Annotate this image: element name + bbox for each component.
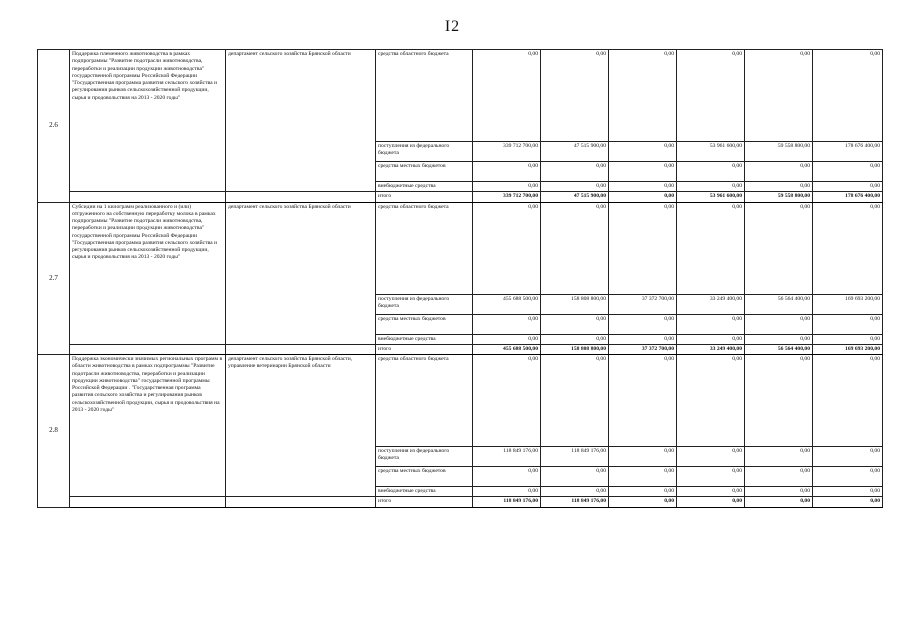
amount-cell: 0,00: [609, 202, 677, 294]
amount-cell: 0,00: [677, 182, 745, 192]
amount-cell: 0,00: [677, 50, 745, 142]
amount-cell: 0,00: [609, 182, 677, 192]
table-body: [38, 50, 883, 508]
amount-cell: 0,00: [473, 314, 541, 334]
amount-cell: 0,00: [745, 50, 813, 142]
amount-cell: 59 558 800,00: [745, 142, 813, 162]
amount-cell: 37 372 700,00: [609, 344, 677, 354]
amount-cell: 56 564 400,00: [745, 294, 813, 314]
table-row-total: [38, 192, 883, 202]
amount-cell: 0,00: [745, 497, 813, 507]
funding-source: средства местных бюджетов: [376, 467, 473, 487]
amount-cell: 0,00: [473, 182, 541, 192]
amount-cell: 0,00: [609, 355, 677, 447]
amount-cell: 0,00: [541, 314, 609, 334]
amount-cell: 0,00: [677, 487, 745, 497]
executor: департамент сельского хозяйства Брянской области, управление ветеринарии Брянской области: [226, 355, 376, 497]
empty-cell: [226, 497, 376, 507]
amount-cell: 0,00: [813, 487, 883, 497]
amount-cell: 0,00: [541, 202, 609, 294]
amount-cell: 0,00: [813, 447, 883, 467]
amount-cell: 455 688 500,00: [473, 294, 541, 314]
amount-cell: 0,00: [473, 487, 541, 497]
amount-cell: 0,00: [745, 467, 813, 487]
budget-table: [37, 49, 883, 508]
amount-cell: 33 249 400,00: [677, 344, 745, 354]
empty-cell: [226, 192, 376, 202]
amount-cell: 0,00: [677, 497, 745, 507]
amount-cell: 0,00: [745, 487, 813, 497]
page-number: I2: [444, 18, 461, 35]
amount-cell: 0,00: [677, 314, 745, 334]
amount-cell: 158 808 800,00: [541, 344, 609, 354]
amount-cell: 0,00: [745, 182, 813, 192]
funding-source: итого: [376, 192, 473, 202]
empty-cell: [70, 192, 226, 202]
amount-cell: 56 564 400,00: [745, 344, 813, 354]
amount-cell: 0,00: [609, 162, 677, 182]
amount-cell: 118 849 176,00: [473, 447, 541, 467]
amount-cell: 0,00: [609, 447, 677, 467]
amount-cell: 0,00: [813, 467, 883, 487]
amount-cell: 0,00: [609, 50, 677, 142]
item-number: 2.7: [38, 202, 70, 355]
funding-source: средства областного бюджета: [376, 355, 473, 447]
amount-cell: 0,00: [677, 162, 745, 182]
amount-cell: 0,00: [677, 467, 745, 487]
amount-cell: 0,00: [813, 334, 883, 344]
amount-cell: 118 849 176,00: [541, 447, 609, 467]
empty-cell: [70, 497, 226, 507]
amount-cell: 0,00: [745, 314, 813, 334]
measure-description: Поддержка экономически значимых региональных программ в области животноводства в рамках подпрограммы "Развитие подотрасли животноводства, переработки и реализации продукции животноводства" государственной программы Российской Федерации . "Государственная программа развития сельского хозяйства и регулирования рынков сельскохозяйственной продукции, сырья и продовольствия на 2013 - 2020 годы": [70, 355, 226, 497]
amount-cell: 0,00: [609, 334, 677, 344]
amount-cell: 0,00: [609, 314, 677, 334]
amount-cell: 0,00: [813, 162, 883, 182]
table-row: [38, 202, 883, 294]
amount-cell: 0,00: [609, 192, 677, 202]
amount-cell: 118 849 176,00: [541, 497, 609, 507]
amount-cell: 0,00: [677, 202, 745, 294]
amount-cell: 339 712 700,00: [473, 192, 541, 202]
amount-cell: 0,00: [609, 142, 677, 162]
amount-cell: 0,00: [541, 50, 609, 142]
amount-cell: 0,00: [473, 355, 541, 447]
measure-description: Субсидии на 1 килограмм реализованного и (или) отгруженного на собственную переработку молока в рамках подпрограммы "Развитие подотрасли животноводства, переработки и реализации продукции животноводства" государственной программы Российской Федерации "Государственная программа развития сельского хозяйства и регулирования рынков сельскохозяйственной продукции, сырья и продовольствия на 2013 - 2020 годы": [70, 202, 226, 344]
amount-cell: 0,00: [813, 497, 883, 507]
funding-source: внебюджетные средства: [376, 487, 473, 497]
amount-cell: 0,00: [677, 355, 745, 447]
amount-cell: 0,00: [813, 355, 883, 447]
funding-source: поступления из федерального бюджета: [376, 142, 473, 162]
table-row: [38, 50, 883, 142]
amount-cell: 0,00: [541, 467, 609, 487]
amount-cell: 0,00: [473, 50, 541, 142]
funding-source: поступления из федерального бюджета: [376, 447, 473, 467]
amount-cell: 0,00: [609, 497, 677, 507]
amount-cell: 0,00: [813, 314, 883, 334]
table-row-total: [38, 497, 883, 507]
amount-cell: 158 808 800,00: [541, 294, 609, 314]
amount-cell: 0,00: [745, 202, 813, 294]
amount-cell: 59 558 800,00: [745, 192, 813, 202]
amount-cell: 0,00: [813, 182, 883, 192]
amount-cell: 0,00: [541, 355, 609, 447]
funding-source: итого: [376, 497, 473, 507]
amount-cell: 169 693 200,00: [813, 294, 883, 314]
amount-cell: 455 688 500,00: [473, 344, 541, 354]
amount-cell: 0,00: [473, 334, 541, 344]
funding-source: поступления из федерального бюджета: [376, 294, 473, 314]
amount-cell: 47 515 900,00: [541, 192, 609, 202]
amount-cell: 0,00: [813, 50, 883, 142]
item-number: 2.8: [38, 355, 70, 508]
funding-source: средства местных бюджетов: [376, 162, 473, 182]
amount-cell: 37 372 700,00: [609, 294, 677, 314]
amount-cell: 339 712 700,00: [473, 142, 541, 162]
amount-cell: 33 249 400,00: [677, 294, 745, 314]
table-row-total: [38, 344, 883, 354]
amount-cell: 178 676 400,00: [813, 192, 883, 202]
amount-cell: 0,00: [745, 447, 813, 467]
amount-cell: 118 849 176,00: [473, 497, 541, 507]
funding-source: средства областного бюджета: [376, 202, 473, 294]
item-number: 2.6: [38, 50, 70, 203]
amount-cell: 0,00: [813, 202, 883, 294]
amount-cell: 53 961 600,00: [677, 142, 745, 162]
amount-cell: 0,00: [541, 334, 609, 344]
executor: департамент сельского хозяйства Брянской области: [226, 50, 376, 192]
amount-cell: 53 961 600,00: [677, 192, 745, 202]
amount-cell: 0,00: [541, 162, 609, 182]
amount-cell: 0,00: [745, 355, 813, 447]
amount-cell: 178 676 400,00: [813, 142, 883, 162]
funding-source: внебюджетные средства: [376, 334, 473, 344]
amount-cell: 0,00: [677, 334, 745, 344]
amount-cell: 0,00: [541, 487, 609, 497]
amount-cell: 47 515 900,00: [541, 142, 609, 162]
funding-source: итого: [376, 344, 473, 354]
executor: департамент сельского хозяйства Брянской области: [226, 202, 376, 344]
table-row: [38, 355, 883, 447]
amount-cell: 0,00: [609, 467, 677, 487]
empty-cell: [226, 344, 376, 354]
amount-cell: 0,00: [609, 487, 677, 497]
funding-source: средства местных бюджетов: [376, 314, 473, 334]
funding-source: внебюджетные средства: [376, 182, 473, 192]
amount-cell: 0,00: [473, 467, 541, 487]
funding-source: средства областного бюджета: [376, 50, 473, 142]
amount-cell: 169 693 200,00: [813, 344, 883, 354]
amount-cell: 0,00: [745, 334, 813, 344]
empty-cell: [70, 344, 226, 354]
measure-description: Поддержка племенного животноводства в рамках подпрограммы "Развитие подотрасли животноводства, переработки и реализации продукции животноводства" государственной программы Российской Федерации "Государственная программа развития сельского хозяйства и регулирования рынков сельскохозяйственной продукции, сырья и продовольствия на 2013 - 2020 годы": [70, 50, 226, 192]
amount-cell: 0,00: [473, 162, 541, 182]
amount-cell: 0,00: [541, 182, 609, 192]
amount-cell: 0,00: [745, 162, 813, 182]
amount-cell: 0,00: [473, 202, 541, 294]
amount-cell: 0,00: [677, 447, 745, 467]
